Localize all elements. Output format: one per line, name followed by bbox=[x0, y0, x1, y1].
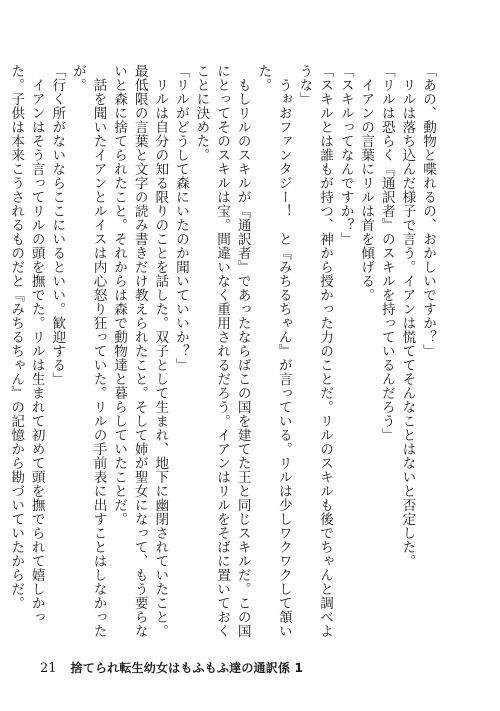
text-line-8: もしリルのスキルが『通訳者』であったならばこの国を建てた王と同じスキルだ。この国にとってそのスキルは宝。間違いなく重用されるだろう。イアンはリルをそばに置いておくことに決めた。 bbox=[193, 64, 251, 638]
text-line-7: うぉおファンタジー！ と『みちるちゃん』が言っている。リルは少しワクワクして頷いた。 bbox=[255, 64, 292, 638]
text-line-13: イアンはそう言ってリルの頭を撫でた。リルは生まれて初めて頭を撫でられて嬉しかった。子供は本来こうされるものだと『みちるちゃん』の記憶から勘づいていたからだ。 bbox=[8, 64, 45, 624]
text-line-2: リルは落ち込んだ様子で言う。イアンは慌ててそんなことはないと否定した。 bbox=[399, 64, 416, 568]
running-title: 捨てられ転生幼女はもふもふ達の通訳係 1 bbox=[70, 661, 304, 675]
text-line-9: 「リルがどうして森にいたのか聞いていいか？」 bbox=[172, 64, 189, 372]
page-footer bbox=[40, 659, 303, 676]
text-line-5: 「スキルってなんですか？」 bbox=[337, 64, 354, 246]
text-line-4: イアンの言葉にリルは首を傾げる。 bbox=[358, 64, 375, 302]
text-line-1: 「あの、動物と喋れるの、おかしいですか？」 bbox=[420, 64, 436, 358]
text-line-11: 話を聞いたイアンとルイスは内心怒り狂っていた。リルの手前表に出すことはしなかったが。 bbox=[69, 64, 107, 638]
page-number: 21 bbox=[40, 661, 57, 676]
vertical-body-text bbox=[8, 64, 438, 646]
text-line-3: 「リルは恐らく『通訳者』のスキルを持っているんだろう」 bbox=[378, 64, 395, 442]
text-line-10: リルは自分の知る限りのことを話した。双子として生まれ、地下に幽閉されていたこと。最低限の言葉と文字の読み書きだけ教えられたこと。そして姉が聖女になって、もう要らないと森に捨てられたこと。それからは森で動物達と暮らしていたことだ。 bbox=[111, 64, 169, 638]
text-line-12: 「行く所がないならここにいるといい。歓迎する」 bbox=[49, 64, 66, 386]
text-line-6: 「スキルとは誰もが持つ、神から授かった力のことだ。リルのスキルも後でちゃんと調べような」 bbox=[296, 64, 334, 638]
